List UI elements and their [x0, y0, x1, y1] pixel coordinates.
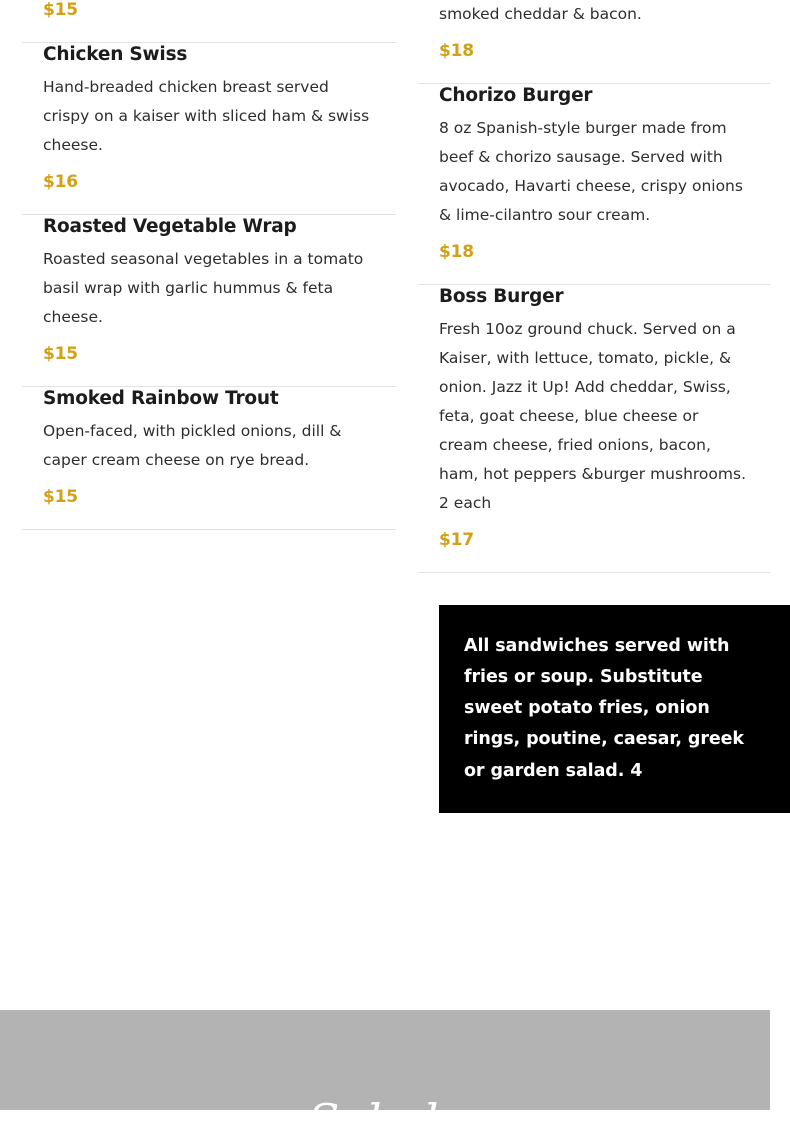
item-price: $18	[439, 40, 474, 61]
menu-item	[22, 43, 396, 215]
footer-band	[0, 1010, 770, 1148]
item-description: Open-faced, with pickled onions, dill & caper cream cheese on rye bread.	[43, 422, 342, 470]
item-price: $15	[43, 0, 78, 20]
item-name: Chorizo Burger	[439, 84, 593, 106]
item-description: Fresh 10oz ground chuck. Served on a Kaiser, with lettuce, tomato, pickle, & onion. Jazz it Up! Add cheddar, Swiss, feta, goat cheese, blue cheese or cream cheese, fried onions, bacon, ham, hot peppers &burger mushrooms. 2 each	[439, 320, 746, 513]
item-name: Boss Burger	[439, 286, 564, 308]
menu-item-price-partial	[22, 0, 396, 43]
menu-item	[22, 215, 396, 387]
menu-item	[22, 387, 396, 530]
footer-section-title: Salads	[307, 1094, 463, 1148]
item-description: Roasted seasonal vegetables in a tomato basil wrap with garlic hummus & feta cheese.	[43, 250, 364, 327]
item-price: $18	[439, 242, 474, 263]
item-description-tail: smoked cheddar & bacon.	[439, 5, 642, 23]
left-column-spacer	[22, 530, 396, 830]
menu-column-right	[418, 0, 770, 813]
item-name: Smoked Rainbow Trout	[43, 388, 279, 410]
item-name: Roasted Vegetable Wrap	[43, 216, 297, 238]
sandwich-note-text: All sandwiches served with fries or soup. Substitute sweet potato fries, onion rings, poutine, caesar, greek or garden salad. 4	[464, 636, 744, 781]
menu-item	[418, 285, 770, 573]
item-price: $16	[43, 172, 78, 193]
item-price: $15	[43, 344, 78, 365]
menu-column-left	[22, 0, 396, 830]
item-price: $15	[43, 487, 78, 508]
item-description: 8 oz Spanish-style burger made from beef & chorizo sausage. Served with avocado, Havarti cheese, crispy onions & lime-cilantro sour cream.	[439, 119, 743, 225]
item-price: $17	[439, 530, 474, 551]
sandwich-note-box	[439, 605, 790, 813]
item-description: Hand-breaded chicken breast served crispy on a kaiser with sliced ham & swiss cheese.	[43, 78, 370, 155]
menu-item	[418, 84, 770, 285]
menu-item-partial	[418, 0, 770, 84]
item-name: Chicken Swiss	[43, 44, 188, 65]
